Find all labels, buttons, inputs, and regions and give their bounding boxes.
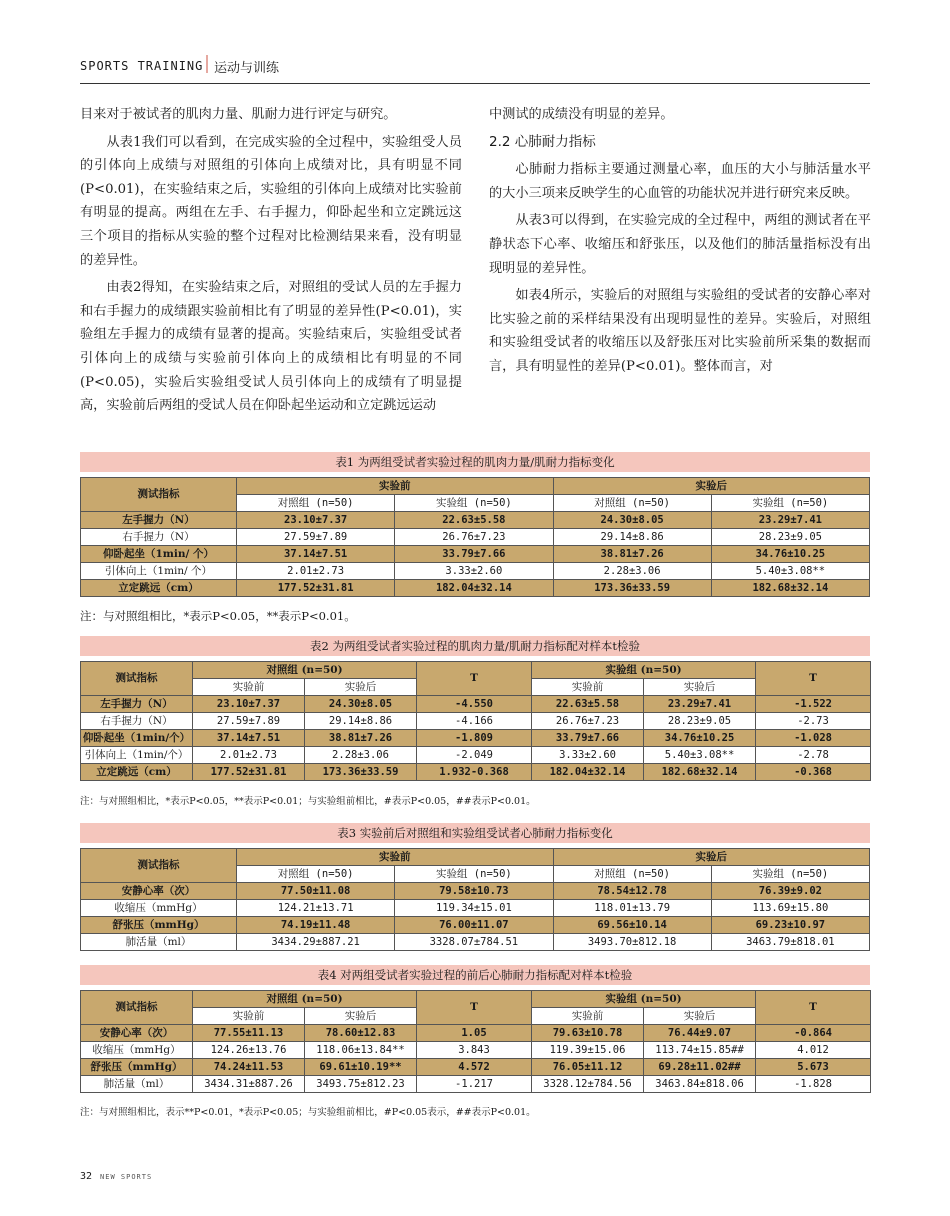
table-cell: 5.673 — [756, 1059, 871, 1076]
row-label: 仰卧起坐（1min/个） — [81, 730, 193, 747]
row-label: 安静心率（次） — [81, 1025, 193, 1042]
table-cell: 113.69±15.80 — [711, 900, 869, 917]
header-divider — [206, 55, 208, 73]
table2 — [80, 661, 871, 781]
table-cell: 3328.12±784.56 — [532, 1076, 644, 1093]
table-cell: 3463.79±818.01 — [711, 934, 869, 951]
table-cell: -2.73 — [756, 713, 871, 730]
row-label: 安静心率（次） — [81, 883, 237, 900]
table-row — [81, 546, 870, 563]
row-label: 立定跳远（cm） — [81, 580, 237, 597]
table-cell: 34.76±10.25 — [711, 546, 869, 563]
row-label: 舒张压（mmHg） — [81, 917, 237, 934]
table-header: 实验后 — [553, 849, 870, 866]
table-cell: -2.049 — [417, 747, 532, 764]
row-label: 引体向上（1min/ 个） — [81, 563, 237, 580]
table-header: 测试指标 — [81, 478, 237, 512]
table-cell: 26.76±7.23 — [532, 713, 644, 730]
left-column — [80, 103, 462, 418]
table-cell: 3.33±2.60 — [395, 563, 553, 580]
table-subheader: 实验后 — [644, 1008, 756, 1025]
table4-note: 注：与对照组相比，表示**P<0.01，*表示P<0.05；与实验组前相比，#P<0.05表示，##表示P<0.01。 — [80, 1107, 536, 1118]
row-label: 立定跳远（cm） — [81, 764, 193, 781]
table-cell: 23.29±7.41 — [711, 512, 869, 529]
table-cell: 118.06±13.84** — [305, 1042, 417, 1059]
table-cell: 23.10±7.37 — [237, 512, 395, 529]
paragraph: 心肺耐力指标主要通过测量心率，血压的大小与肺活量水平的大小三项来反映学生的心血管的功能状况并进行研究来反映。 — [489, 162, 871, 201]
table-row — [81, 512, 870, 529]
table-header: 测试指标 — [81, 662, 193, 696]
table-cell: 3463.84±818.06 — [644, 1076, 756, 1093]
table-cell: -2.78 — [756, 747, 871, 764]
table-cell: 74.24±11.53 — [193, 1059, 305, 1076]
row-label: 肺活量（ml） — [81, 1076, 193, 1093]
table-subheader: 对照组 (n=50) — [553, 866, 711, 883]
right-column — [489, 103, 871, 379]
table-row — [81, 1059, 871, 1076]
paragraph: 由表2得知，在实验结束之后，对照组的受试人员的左手握力和右手握力的成绩跟实验前相比有了明显的差异性(P<0.01)，实验组左手握力的成绩有显著的提高。实验结束后，实验组受试者引体向上的成绩与实验前引体向上的成绩相比有明显的不同(P<0.05)，实验后实验组受试人员引体向上的成绩有了明显提高，实验前后两组的受试人员在仰卧起坐运动和立定跳远运动 — [80, 280, 462, 414]
table-subheader: 实验组 (n=50) — [711, 866, 869, 883]
table-subheader: 对照组 (n=50) — [237, 495, 395, 512]
table-subheader: 实验前 — [193, 1008, 305, 1025]
table-cell: -4.166 — [417, 713, 532, 730]
row-label: 引体向上（1min/个） — [81, 747, 193, 764]
table-cell: 77.50±11.08 — [237, 883, 395, 900]
table-cell: 76.05±11.12 — [532, 1059, 644, 1076]
table-cell: 33.79±7.66 — [532, 730, 644, 747]
table-cell: 3434.31±887.26 — [193, 1076, 305, 1093]
table-row — [81, 747, 871, 764]
table-header: 实验组 (n=50) — [532, 662, 756, 679]
table-cell: 173.36±33.59 — [553, 580, 711, 597]
table-header: T — [756, 662, 871, 696]
table-cell: 182.68±32.14 — [711, 580, 869, 597]
table-cell: 28.23±9.05 — [711, 529, 869, 546]
table3-caption: 表3 实验前后对照组和实验组受试者心肺耐力指标变化 — [80, 823, 870, 843]
table-cell: 26.76±7.23 — [395, 529, 553, 546]
paragraph: 中测试的成绩没有明显的差异。 — [489, 107, 674, 122]
table-cell: -1.522 — [756, 696, 871, 713]
table2-caption: 表2 为两组受试者实验过程的肌肉力量/肌耐力指标配对样本t检验 — [80, 636, 870, 656]
table-subheader: 实验后 — [305, 679, 417, 696]
row-label: 仰卧起坐（1min/ 个） — [81, 546, 237, 563]
table-cell: 3434.29±887.21 — [237, 934, 395, 951]
table-cell: 69.61±10.19** — [305, 1059, 417, 1076]
table-cell: 76.44±9.07 — [644, 1025, 756, 1042]
running-header — [80, 53, 870, 84]
table-cell: 74.19±11.48 — [237, 917, 395, 934]
table-subheader: 实验组 (n=50) — [711, 495, 869, 512]
row-label: 右手握力（N） — [81, 713, 193, 730]
table-cell: 173.36±33.59 — [305, 764, 417, 781]
table-cell: -1.028 — [756, 730, 871, 747]
table-row — [81, 1042, 871, 1059]
table2-note: 注：与对照组相比，*表示P<0.05，**表示P<0.01；与实验组前相比，#表示P<0.05，##表示P<0.01。 — [80, 796, 536, 807]
table-row — [81, 563, 870, 580]
table-row — [81, 730, 871, 747]
paragraph: 从表1我们可以看到，在完成实验的全过程中，实验组受人员的引体向上成绩与对照组的引体向上成绩对比，具有明显不同(P<0.01)，在实验结束之后，实验组的引体向上成绩对比实验前有明显的提高。两组在左手、右手握力，仰卧起坐和立定跳远这三个项目的指标从实验的整个过程对比检测结果来看，没有明显的差异性。 — [80, 134, 462, 268]
table-cell: 37.14±7.51 — [237, 546, 395, 563]
table-row — [81, 1025, 871, 1042]
table-cell: 29.14±8.86 — [553, 529, 711, 546]
row-label: 左手握力（N） — [81, 512, 237, 529]
table-cell: -1.217 — [417, 1076, 532, 1093]
table-cell: 182.68±32.14 — [644, 764, 756, 781]
row-label: 肺活量（ml） — [81, 934, 237, 951]
header-english-title: SPORTS TRAINING — [80, 59, 204, 73]
row-label: 收缩压（mmHg） — [81, 1042, 193, 1059]
table-cell: 182.04±32.14 — [395, 580, 553, 597]
table-header: 实验后 — [553, 478, 870, 495]
row-label: 舒张压（mmHg） — [81, 1059, 193, 1076]
table-cell: -1.828 — [756, 1076, 871, 1093]
table-cell: 4.572 — [417, 1059, 532, 1076]
table-header: 对照组 (n=50) — [193, 991, 417, 1008]
header-chinese-title: 运动与训练 — [214, 61, 280, 76]
table-cell: 77.55±11.13 — [193, 1025, 305, 1042]
table-row — [81, 934, 870, 951]
table-header: 测试指标 — [81, 991, 193, 1025]
table-cell: 2.28±3.06 — [553, 563, 711, 580]
table-cell: 27.59±7.89 — [193, 713, 305, 730]
table-cell: 177.52±31.81 — [237, 580, 395, 597]
table1-note: 注：与对照组相比，*表示P<0.05，**表示P<0.01。 — [80, 609, 356, 623]
paragraph: 如表4所示，实验后的对照组与实验组的受试者的安静心率对比实验之前的采样结果没有出现明显性的差异。实验后，对照组和实验组受试者的收缩压以及舒张压对比实验前所采集的数据而言，具有明显性的差异(P<0.01)。整体而言，对 — [489, 288, 871, 374]
table-cell: 22.63±5.58 — [532, 696, 644, 713]
table-cell: 34.76±10.25 — [644, 730, 756, 747]
table-cell: 78.60±12.83 — [305, 1025, 417, 1042]
table-header: T — [417, 662, 532, 696]
table-header: T — [417, 991, 532, 1025]
table-cell: 69.56±10.14 — [553, 917, 711, 934]
journal-name: NEW SPORTS — [100, 1173, 153, 1181]
table-cell: 2.01±2.73 — [193, 747, 305, 764]
table-header: 测试指标 — [81, 849, 237, 883]
table-cell: 69.23±10.97 — [711, 917, 869, 934]
table-cell: 119.34±15.01 — [395, 900, 553, 917]
table-subheader: 实验前 — [193, 679, 305, 696]
row-label: 收缩压（mmHg） — [81, 900, 237, 917]
table-cell: 3.33±2.60 — [532, 747, 644, 764]
table-row — [81, 713, 871, 730]
table-row — [81, 529, 870, 546]
table-subheader: 实验组 (n=50) — [395, 866, 553, 883]
table-cell: -1.809 — [417, 730, 532, 747]
table-cell: 118.01±13.79 — [553, 900, 711, 917]
table-cell: 24.30±8.05 — [553, 512, 711, 529]
table1 — [80, 477, 870, 597]
table-row — [81, 1076, 871, 1093]
table-cell: 76.00±11.07 — [395, 917, 553, 934]
table-cell: 113.74±15.85## — [644, 1042, 756, 1059]
table-cell: 24.30±8.05 — [305, 696, 417, 713]
table-header: 实验组 (n=50) — [532, 991, 756, 1008]
table-cell: 78.54±12.78 — [553, 883, 711, 900]
table-cell: -0.368 — [756, 764, 871, 781]
table-cell: 22.63±5.58 — [395, 512, 553, 529]
table-cell: 23.10±7.37 — [193, 696, 305, 713]
table-cell: 3493.70±812.18 — [553, 934, 711, 951]
row-label: 左手握力（N） — [81, 696, 193, 713]
table-cell: 3.843 — [417, 1042, 532, 1059]
table-cell: 2.28±3.06 — [305, 747, 417, 764]
row-label: 右手握力（N） — [81, 529, 237, 546]
table-row — [81, 900, 870, 917]
table-cell: 1.932-0.368 — [417, 764, 532, 781]
table-header: T — [756, 991, 871, 1025]
table-cell: 38.81±7.26 — [305, 730, 417, 747]
table-subheader: 实验后 — [305, 1008, 417, 1025]
table-header: 对照组 (n=50) — [193, 662, 417, 679]
table-cell: 182.04±32.14 — [532, 764, 644, 781]
table4-caption: 表4 对两组受试者实验过程的前后心肺耐力指标配对样本t检验 — [80, 965, 870, 985]
table-cell: 124.21±13.71 — [237, 900, 395, 917]
table-row — [81, 580, 870, 597]
table-subheader: 实验后 — [644, 679, 756, 696]
table-subheader: 对照组 (n=50) — [553, 495, 711, 512]
table-cell: -0.864 — [756, 1025, 871, 1042]
table-cell: 1.05 — [417, 1025, 532, 1042]
table-subheader: 实验前 — [532, 679, 644, 696]
table-cell: 79.58±10.73 — [395, 883, 553, 900]
table-row — [81, 696, 871, 713]
table-cell: 37.14±7.51 — [193, 730, 305, 747]
paragraph: 目来对于被试者的肌肉力量、肌耐力进行评定与研究。 — [80, 107, 397, 122]
table-cell: 5.40±3.08** — [644, 747, 756, 764]
table-subheader: 实验组 (n=50) — [395, 495, 553, 512]
table1-caption: 表1 为两组受试者实验过程的肌肉力量/肌耐力指标变化 — [80, 452, 870, 472]
table-row — [81, 883, 870, 900]
page-footer — [80, 1171, 152, 1182]
table-cell: 5.40±3.08** — [711, 563, 869, 580]
table-cell: 33.79±7.66 — [395, 546, 553, 563]
table-cell: 69.28±11.02## — [644, 1059, 756, 1076]
table3 — [80, 848, 870, 951]
table-cell: 76.39±9.02 — [711, 883, 869, 900]
table-cell: 28.23±9.05 — [644, 713, 756, 730]
table-cell: 38.81±7.26 — [553, 546, 711, 563]
table4 — [80, 990, 871, 1093]
table-row — [81, 764, 871, 781]
table-cell: 3493.75±812.23 — [305, 1076, 417, 1093]
table-row — [81, 917, 870, 934]
section-heading: 2.2 心肺耐力指标 — [489, 133, 596, 150]
table-cell: 4.012 — [756, 1042, 871, 1059]
table-cell: 29.14±8.86 — [305, 713, 417, 730]
table-cell: 124.26±13.76 — [193, 1042, 305, 1059]
page-number: 32 — [80, 1171, 93, 1182]
paragraph: 从表3可以得到，在实验完成的全过程中，两组的测试者在平静状态下心率、收缩压和舒张压，以及他们的肺活量指标没有出现明显的差异性。 — [489, 213, 871, 276]
table-cell: 27.59±7.89 — [237, 529, 395, 546]
table-header: 实验前 — [237, 478, 554, 495]
table-cell: -4.550 — [417, 696, 532, 713]
table-cell: 23.29±7.41 — [644, 696, 756, 713]
table-cell: 79.63±10.78 — [532, 1025, 644, 1042]
table-cell: 177.52±31.81 — [193, 764, 305, 781]
table-cell: 119.39±15.06 — [532, 1042, 644, 1059]
table-cell: 3328.07±784.51 — [395, 934, 553, 951]
table-subheader: 对照组 (n=50) — [237, 866, 395, 883]
table-cell: 2.01±2.73 — [237, 563, 395, 580]
table-subheader: 实验前 — [532, 1008, 644, 1025]
table-header: 实验前 — [237, 849, 554, 866]
